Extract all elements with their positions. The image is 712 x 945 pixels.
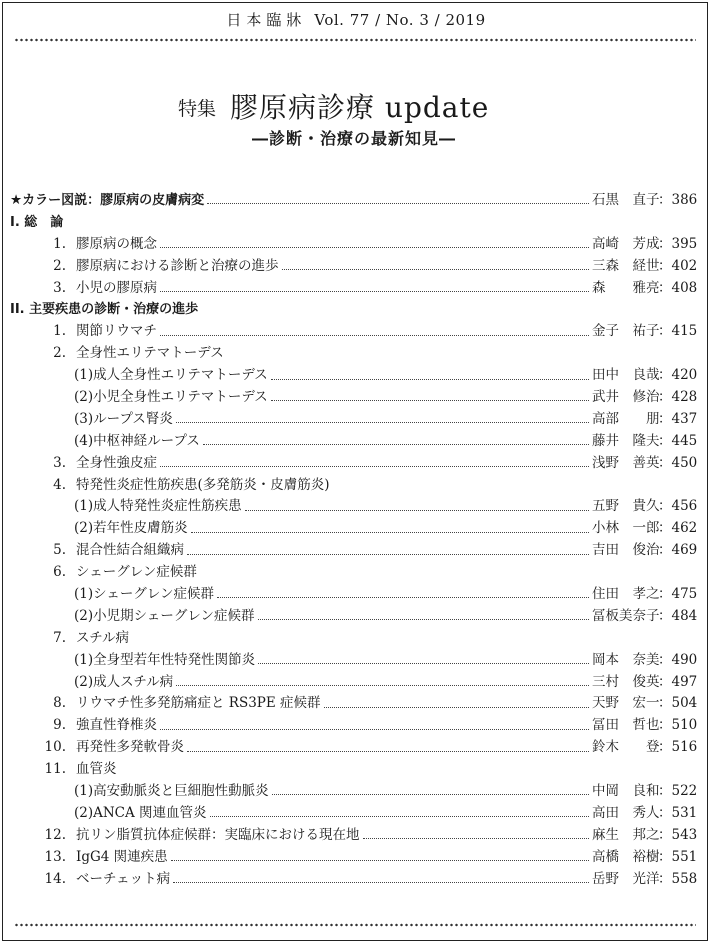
feature-subtitle: ―診断・治療の最新知見― xyxy=(252,129,457,148)
toc-entry-page: ：445 xyxy=(658,432,698,449)
toc-part-heading xyxy=(10,299,696,321)
leader-dots xyxy=(282,269,590,270)
toc-entry-title: (3)ループス腎炎 xyxy=(74,410,173,427)
toc-entry-author: 高部 朋 xyxy=(592,410,660,427)
toc-subentry[interactable] xyxy=(10,584,696,606)
feature-label: 特集 xyxy=(178,98,217,120)
toc-entry-number: 12. xyxy=(44,826,66,843)
toc-entry-author: 吉田 俊治 xyxy=(592,542,660,559)
journal-name: 日本臨牀 xyxy=(226,11,307,29)
toc-entry-title: 全身性強皮症 xyxy=(76,454,157,471)
toc-entry-page: ：551 xyxy=(658,848,698,865)
toc-subentry[interactable] xyxy=(10,409,696,431)
toc-entry-number: 13. xyxy=(44,848,66,865)
toc-entry-author: 森 雅亮 xyxy=(592,279,660,296)
toc-entry-author: 冨板美奈子 xyxy=(592,607,660,624)
toc-entry-title: 小児の膠原病 xyxy=(76,279,157,296)
toc-entry-title: (2)ANCA 関連血管炎 xyxy=(74,804,207,821)
toc-group-title: 血管炎 xyxy=(76,761,117,778)
toc-entry-author: 鈴木 登 xyxy=(592,739,660,756)
part-title: I. 総 論 xyxy=(10,214,64,230)
toc-entry-page: ：475 xyxy=(658,586,698,603)
issue-info: Vol. 77 / No. 3 / 2019 xyxy=(314,11,486,29)
toc-entry-author: 高橋 裕樹 xyxy=(592,848,660,865)
toc-entry-page: ：531 xyxy=(658,804,698,821)
toc-entry-number: 3. xyxy=(53,454,66,471)
leader-dots xyxy=(160,291,589,292)
feature-title: 膠原病診療 update xyxy=(230,91,490,124)
toc-subentry[interactable] xyxy=(10,781,696,803)
toc-entry-title: 関節リウマチ xyxy=(76,323,157,340)
toc-entry-title: (2)成人スチル病 xyxy=(74,673,174,690)
leader-dots xyxy=(207,203,589,204)
toc-entry-page: ：469 xyxy=(658,542,698,559)
toc-entry-author: 田中 良哉 xyxy=(592,367,660,384)
toc-entry-author: 住田 孝之 xyxy=(592,586,660,603)
toc-entry-page: ：402 xyxy=(658,257,698,274)
toc-entry-title: 再発性多発軟骨炎 xyxy=(76,739,184,756)
toc-entry-title: (2)小児期シェーグレン症候群 xyxy=(74,607,255,624)
toc-subentry[interactable] xyxy=(10,650,696,672)
toc-subentry[interactable] xyxy=(10,431,696,453)
toc-group-title: スチル病 xyxy=(76,629,130,646)
toc-subentry[interactable] xyxy=(10,518,696,540)
toc-subentry[interactable] xyxy=(10,496,696,518)
toc-entry-number: 14. xyxy=(44,870,66,887)
toc-entry-number: 8. xyxy=(53,695,66,712)
toc-entry-page: ：420 xyxy=(658,367,698,384)
toc-entry-author: 金子 祐子 xyxy=(592,323,660,340)
toc-entry-number: 1. xyxy=(53,323,66,340)
toc-entry[interactable] xyxy=(10,321,696,343)
toc-entry-number: 11. xyxy=(44,761,66,778)
table-of-contents xyxy=(10,190,696,891)
leader-dots xyxy=(160,729,589,730)
toc-entry-title: 膠原病の概念 xyxy=(76,235,157,252)
toc-entry-page: ：497 xyxy=(658,673,698,690)
toc-entry-author: 三森 経世 xyxy=(592,257,660,274)
leader-dots xyxy=(187,554,589,555)
leader-dots xyxy=(324,707,589,708)
toc-entry-page: ：522 xyxy=(658,783,698,800)
toc-entry-author: 浅野 善英 xyxy=(592,454,660,471)
toc-entry-author: 武井 修治 xyxy=(592,389,660,406)
toc-entry-page: ：558 xyxy=(658,870,698,887)
journal-header xyxy=(0,9,712,30)
toc-entry-title: 抗リン脂質抗体症候群：実臨床における現在地 xyxy=(76,826,360,843)
toc-subentry[interactable] xyxy=(10,387,696,409)
toc-entry[interactable] xyxy=(10,715,696,737)
leader-dots xyxy=(171,860,589,861)
toc-entry-title: (1)成人全身性エリテマトーデス xyxy=(74,367,268,384)
toc-part-heading xyxy=(10,212,696,234)
toc-group-heading xyxy=(10,562,696,584)
toc-entry-author: 岳野 光洋 xyxy=(592,870,660,887)
leader-dots xyxy=(363,838,590,839)
toc-entry-page: ：462 xyxy=(658,520,698,537)
toc-entry-author: 小林 一郎 xyxy=(592,520,660,537)
toc-entry-title: IgG4 関連疾患 xyxy=(76,848,168,865)
toc-entry-title: (1)全身型若年性特発性関節炎 xyxy=(74,651,256,668)
toc-entry-page: ：504 xyxy=(658,695,698,712)
toc-entry-color-section[interactable] xyxy=(10,190,696,212)
toc-entry-number: 7. xyxy=(53,629,66,646)
toc-entry-author: 天野 宏一 xyxy=(592,695,660,712)
leader-dots xyxy=(191,532,589,533)
toc-entry[interactable] xyxy=(10,278,696,300)
leader-dots xyxy=(187,751,589,752)
leader-dots xyxy=(210,816,589,817)
part-title: II. 主要疾患の診断・治療の進歩 xyxy=(10,302,199,318)
toc-entry[interactable] xyxy=(10,847,696,869)
bottom-ornament-rule xyxy=(14,922,696,928)
toc-entry-author: 麻生 邦之 xyxy=(592,826,660,843)
toc-entry-number: 2. xyxy=(53,257,66,274)
toc-entry-author: 藤井 隆夫 xyxy=(592,432,660,449)
toc-entry-title: (2)小児全身性エリテマトーデス xyxy=(74,389,268,406)
toc-entry-author: 高田 秀人 xyxy=(592,804,660,821)
leader-dots xyxy=(258,663,589,664)
toc-group-title: シェーグレン症候群 xyxy=(76,564,197,581)
toc-entry[interactable] xyxy=(10,693,696,715)
toc-entry-number: 2. xyxy=(53,345,66,362)
toc-entry-page: ：490 xyxy=(658,651,698,668)
toc-entry-title: 混合性結合組織病 xyxy=(76,542,184,559)
toc-entry-page: ：395 xyxy=(658,235,698,252)
toc-subentry[interactable] xyxy=(10,803,696,825)
toc-entry-author: 冨田 哲也 xyxy=(592,717,660,734)
toc-entry-number: 1. xyxy=(53,235,66,252)
leader-dots xyxy=(245,510,589,511)
toc-entry-number: 3. xyxy=(53,279,66,296)
toc-entry-page: ：415 xyxy=(658,323,698,340)
toc-entry-title: 強直性脊椎炎 xyxy=(76,717,157,734)
toc-entry-title: リウマチ性多発筋痛症と RS3PE 症候群 xyxy=(76,695,321,712)
toc-entry-author: 中岡 良和 xyxy=(592,783,660,800)
leader-dots xyxy=(271,379,589,380)
toc-group-title: 全身性エリテマトーデス xyxy=(76,345,224,362)
toc-group-heading xyxy=(10,343,696,365)
top-ornament-rule xyxy=(14,37,696,43)
toc-entry-page: ：437 xyxy=(658,410,698,427)
toc-entry-page: ：484 xyxy=(658,607,698,624)
toc-entry-title: (1)高安動脈炎と巨細胞性動脈炎 xyxy=(74,783,269,800)
toc-entry-title: (1)シェーグレン症候群 xyxy=(74,586,215,603)
toc-entry-title: (1)成人特発性炎症性筋疾患 xyxy=(74,498,242,515)
toc-entry-title: ベーチェット病 xyxy=(76,870,171,887)
toc-entry-title: (2)若年性皮膚筋炎 xyxy=(74,520,188,537)
toc-entry[interactable] xyxy=(10,540,696,562)
toc-entry[interactable] xyxy=(10,234,696,256)
toc-entry-author: 石黒 直子 xyxy=(592,192,660,208)
toc-entry-page: ：386 xyxy=(658,192,698,208)
toc-entry-number: 4. xyxy=(53,476,66,493)
star-icon: ★ xyxy=(10,192,23,208)
toc-entry[interactable] xyxy=(10,869,696,891)
toc-entry-number: 10. xyxy=(44,739,66,756)
toc-entry[interactable] xyxy=(10,453,696,475)
leader-dots xyxy=(203,444,589,445)
leader-dots xyxy=(176,685,589,686)
toc-entry-number: 9. xyxy=(53,717,66,734)
leader-dots xyxy=(176,422,589,423)
toc-entry-page: ：516 xyxy=(658,739,698,756)
leader-dots xyxy=(258,619,589,620)
toc-entry-number: 5. xyxy=(53,542,66,559)
toc-entry-title: 膠原病における診断と治療の進歩 xyxy=(76,257,279,274)
toc-entry-number: 6. xyxy=(53,564,66,581)
toc-entry-title: (4)中枢神経ループス xyxy=(74,432,200,449)
toc-entry-author: 五野 貴久 xyxy=(592,498,660,515)
toc-entry-author: 高崎 芳成 xyxy=(592,235,660,252)
leader-dots xyxy=(272,794,589,795)
toc-entry-author: 岡本 奈美 xyxy=(592,651,660,668)
toc-entry-page: ：456 xyxy=(658,498,698,515)
toc-subentry[interactable] xyxy=(10,606,696,628)
feature-heading xyxy=(178,86,489,126)
leader-dots xyxy=(173,882,589,883)
toc-entry[interactable] xyxy=(10,256,696,278)
toc-entry[interactable] xyxy=(10,825,696,847)
leader-dots xyxy=(160,466,589,467)
toc-group-heading xyxy=(10,475,696,497)
toc-group-heading xyxy=(10,759,696,781)
toc-subentry[interactable] xyxy=(10,365,696,387)
toc-group-title: 特発性炎症性筋疾患(多発筋炎・皮膚筋炎) xyxy=(76,476,330,493)
leader-dots xyxy=(160,335,589,336)
toc-entry-page: ：408 xyxy=(658,279,698,296)
leader-dots xyxy=(160,247,589,248)
leader-dots xyxy=(271,400,589,401)
toc-entry-title: カラー図説：膠原病の皮膚病変 xyxy=(22,193,205,208)
toc-entry-author: 三村 俊英 xyxy=(592,673,660,690)
toc-group-heading xyxy=(10,628,696,650)
toc-entry-page: ：510 xyxy=(658,717,698,734)
toc-subentry[interactable] xyxy=(10,672,696,694)
toc-entry-page: ：543 xyxy=(658,826,698,843)
toc-entry-page: ：428 xyxy=(658,389,698,406)
toc-entry[interactable] xyxy=(10,737,696,759)
leader-dots xyxy=(217,597,589,598)
toc-entry-page: ：450 xyxy=(658,454,698,471)
